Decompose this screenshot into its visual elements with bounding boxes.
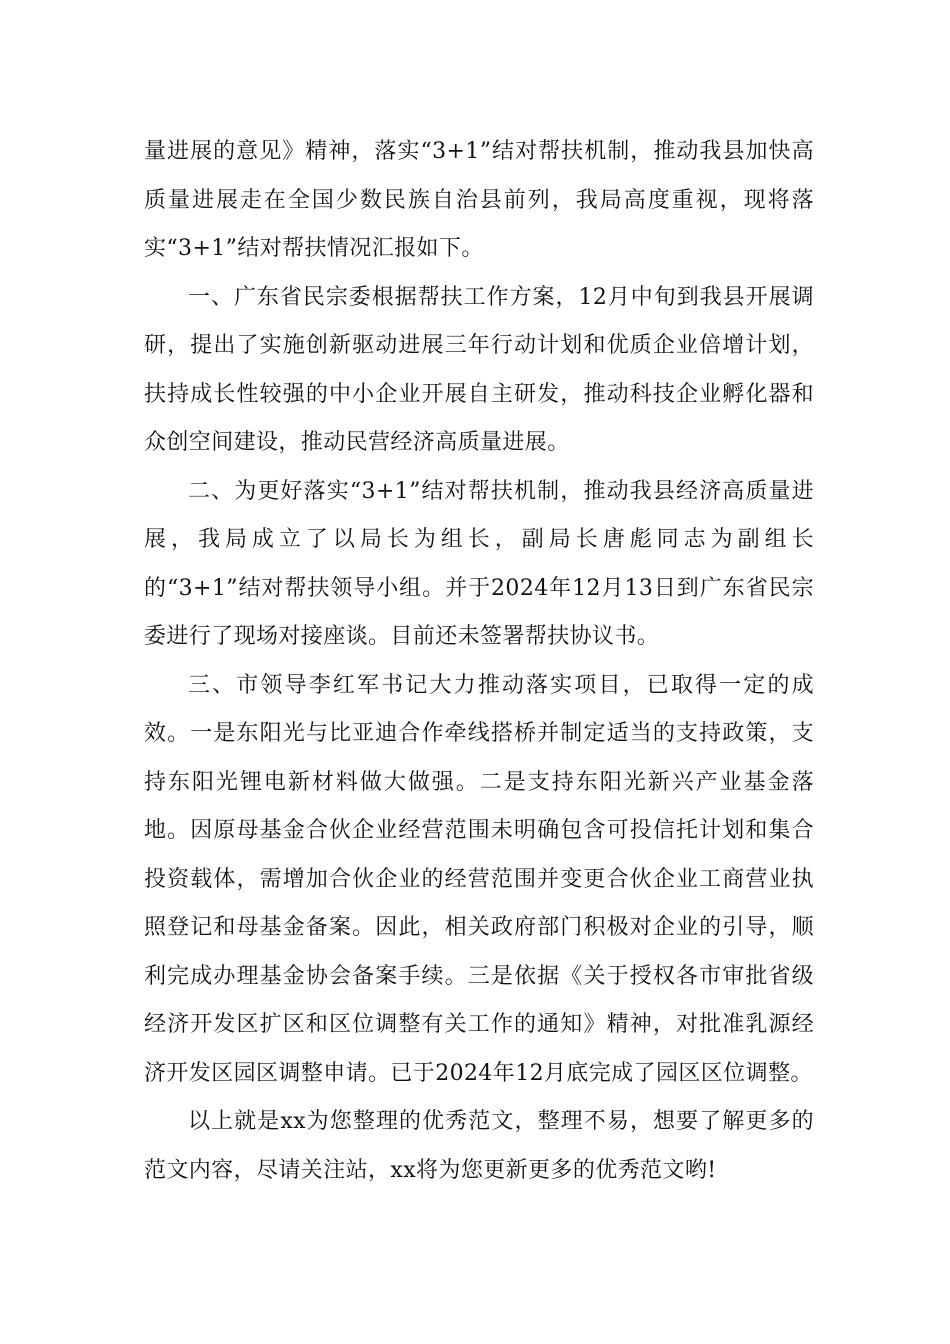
paragraph-section-two: 二、为更好落实“3+1”结对帮扶机制，推动我县经济高质量进展，我局成立了以局长为组长，副局长唐彪同志为副组长的“3+1”结对帮扶领导小组。并于2024年12月13日到广东省民宗委进行了现场对接座谈。目前还未签署帮扶协议书。 xyxy=(144,478,814,649)
paragraph-section-one: 一、广东省民宗委根据帮扶工作方案，12月中旬到我县开展调研，提出了实施创新驱动进展三年行动计划和优质企业倍增计划，扶持成长性较强的中小企业开展自主研发，推动科技企业孵化器和众创空间建设，推动民营经济高质量进展。 xyxy=(144,284,814,455)
paragraph-closing: 以上就是xx为您整理的优秀范文，整理不易，想要了解更多的范文内容，尽请关注站，xx将为您更新更多的优秀范文哟! xyxy=(144,1109,814,1183)
paragraph-intro-continuation: 量进展的意见》精神，落实“3+1”结对帮扶机制，推动我县加快高质量进展走在全国少数民族自治县前列，我局高度重视，现将落实“3+1”结对帮扶情况汇报如下。 xyxy=(144,139,814,261)
document-body xyxy=(144,128,814,1195)
paragraph-section-three: 三、市领导李红军书记大力推动落实项目，已取得一定的成效。一是东阳光与比亚迪合作牵线搭桥并制定适当的支持政策，支持东阳光锂电新材料做大做强。二是支持东阳光新兴产业基金落地。因原母基金合伙企业经营范围未明确包含可投信托计划和集合投资载体，需增加合伙企业的经营范围并变更合伙企业工商营业执照登记和母基金备案。因此，相关政府部门积极对企业的引导，顺利完成办理基金协会备案手续。三是依据《关于授权各市审批省级经济开发区扩区和区位调整有关工作的通知》精神，对批准乳源经济开发区园区调整申请。已于2024年12月底完成了园区区位调整。 xyxy=(144,672,814,1086)
